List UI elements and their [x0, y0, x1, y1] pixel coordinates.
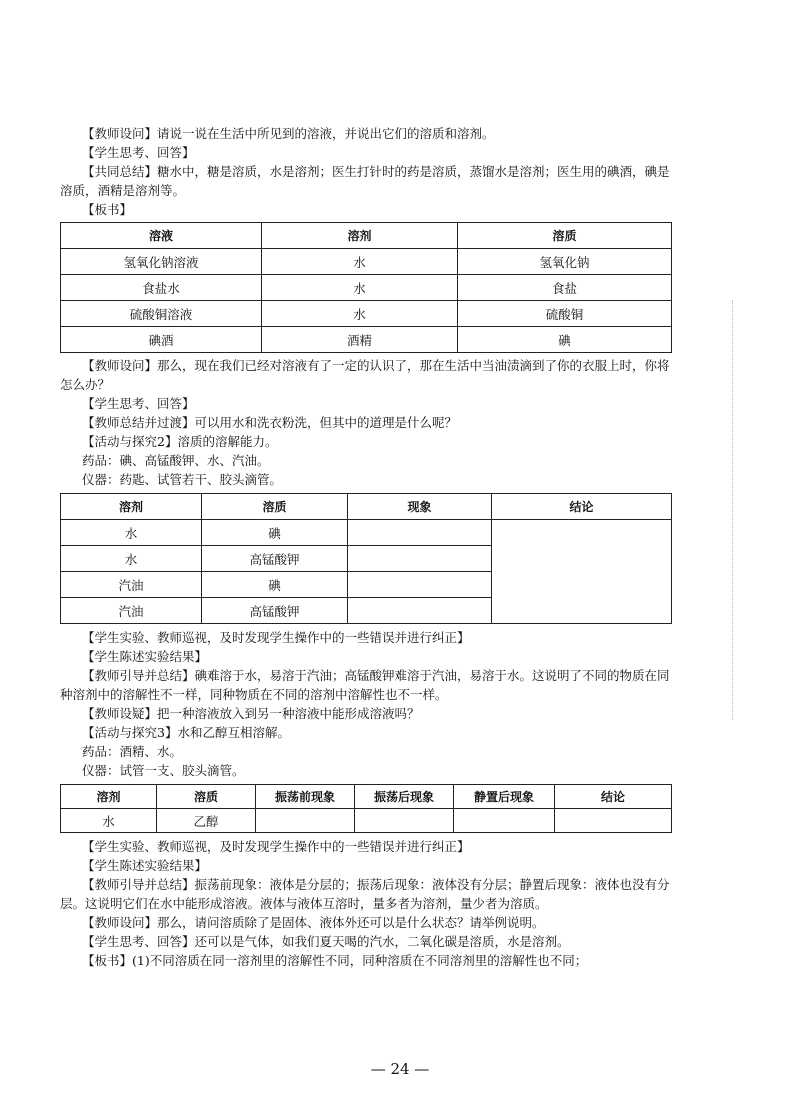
table-header: 溶剂 [262, 223, 458, 249]
table-cell [492, 520, 672, 624]
text-line: 【教师设问】那么，现在我们已经对溶液有了一定的认识了，那在生活中当油渍滴到了你的衣服上时，你将怎么办？ [60, 358, 670, 392]
table-header-row [61, 785, 672, 809]
table-cell: 硫酸铜溶液 [61, 301, 262, 327]
solubility-table [60, 493, 672, 624]
table-cell: 乙醇 [157, 809, 256, 833]
miscibility-table [60, 784, 672, 833]
table-cell: 水 [262, 301, 458, 327]
table-cell: 碘 [202, 572, 348, 598]
table-header: 溶剂 [61, 494, 202, 520]
table-header: 溶液 [61, 223, 262, 249]
table-row [61, 301, 672, 327]
table-cell: 酒精 [262, 327, 458, 353]
table-cell: 硫酸铜 [458, 301, 672, 327]
table-header-row [61, 223, 672, 249]
text-line: 【学生陈述实验结果】 [82, 858, 208, 873]
table-cell: 汽油 [61, 598, 202, 624]
page-number: — 24 — [370, 1060, 430, 1078]
table-header: 振荡后现象 [355, 785, 454, 809]
table-cell: 碘 [458, 327, 672, 353]
table-cell: 汽油 [61, 572, 202, 598]
solution-table [60, 222, 672, 353]
text-line: 【共同总结】糖水中，糖是溶质，水是溶剂；医生打针时的药是溶质，蒸馏水是溶剂；医生用的碘酒，碘是溶质，酒精是溶剂等。 [60, 164, 670, 198]
table-header: 结论 [492, 494, 672, 520]
table-cell [348, 572, 492, 598]
table-header: 溶质 [157, 785, 256, 809]
table-cell: 氢氧化钠溶液 [61, 249, 262, 275]
table-header: 溶剂 [61, 785, 157, 809]
text-line: 【学生思考、回答】还可以是气体，如我们夏天喝的汽水，二氧化碳是溶质，水是溶剂。 [82, 934, 570, 949]
text-line: 【教师设问】那么，请问溶质除了是固体、液体外还可以是什么状态？请举例说明。 [82, 915, 545, 930]
table-cell [256, 809, 355, 833]
text-line: 仪器：试管一支、胶头滴管。 [82, 763, 245, 778]
text-line: 【教师设疑】把一种溶液放入到另一种溶液中能形成溶液吗？ [82, 706, 420, 721]
table-cell: 食盐 [458, 275, 672, 301]
table-header: 溶质 [202, 494, 348, 520]
table-row [61, 249, 672, 275]
text-line: 【学生实验、教师巡视，及时发现学生操作中的一些错误并进行纠正】 [82, 839, 470, 854]
table-header: 现象 [348, 494, 492, 520]
table-header: 静置后现象 [454, 785, 555, 809]
text-line: 【活动与探究2】溶质的溶解能力。 [82, 434, 278, 449]
text-line: 药品：碘、高锰酸钾、水、汽油。 [82, 453, 270, 468]
table-cell: 水 [61, 809, 157, 833]
table-cell [355, 809, 454, 833]
text-line: 【学生实验、教师巡视，及时发现学生操作中的一些错误并进行纠正】 [82, 630, 470, 645]
text-line: 【教师设问】请说一说在生活中所见到的溶液，并说出它们的溶质和溶剂。 [82, 126, 495, 141]
table-cell [348, 598, 492, 624]
table-row [61, 809, 672, 833]
text-line: 仪器：药匙、试管若干、胶头滴管。 [82, 472, 283, 487]
table-cell: 水 [262, 249, 458, 275]
table-cell: 高锰酸钾 [202, 598, 348, 624]
text-line: 【学生陈述实验结果】 [82, 649, 208, 664]
text-line: 【学生思考、回答】 [82, 145, 195, 160]
text-line: 【学生思考、回答】 [82, 396, 195, 411]
text-line: 【教师总结并过渡】可以用水和洗衣粉洗，但其中的道理是什么呢？ [82, 415, 458, 430]
table-cell: 食盐水 [61, 275, 262, 301]
text-line: 【板书】(1)不同溶质在同一溶剂里的溶解性不同，同种溶质在不同溶剂里的溶解性也不同； [82, 953, 588, 968]
table-cell: 水 [61, 546, 202, 572]
table-cell: 氢氧化钠 [458, 249, 672, 275]
table-cell [348, 520, 492, 546]
text-line: 【活动与探究3】水和乙醇互相溶解。 [82, 725, 290, 740]
table-row [61, 275, 672, 301]
table-row [61, 520, 672, 546]
table-cell [555, 809, 672, 833]
text-line: 【教师引导并总结】碘难溶于水，易溶于汽油；高锰酸钾难溶于汽油，易溶于水。这说明了不同的物质在同种溶剂中的溶解性不一样，同种物质在不同的溶剂中溶解性也不一样。 [60, 668, 670, 702]
table-header-row [61, 494, 672, 520]
table-cell [454, 809, 555, 833]
table-header: 溶质 [458, 223, 672, 249]
table-cell [348, 546, 492, 572]
table-row [61, 327, 672, 353]
table-cell: 水 [262, 275, 458, 301]
table-cell: 水 [61, 520, 202, 546]
table-header: 结论 [555, 785, 672, 809]
margin-dotted-line [732, 300, 734, 720]
table-cell: 碘酒 [61, 327, 262, 353]
page-body [60, 124, 672, 970]
text-line: 药品：酒精、水。 [82, 744, 183, 759]
text-line: 【板书】 [82, 202, 133, 217]
table-header: 振荡前现象 [256, 785, 355, 809]
text-line: 【教师引导并总结】振荡前现象：液体是分层的；振荡后现象：液体没有分层；静置后现象：液体也没有分层。这说明它们在水中能形成溶液。液体与液体互溶时，量多者为溶剂，量少者为溶质。 [60, 877, 670, 911]
table-cell: 碘 [202, 520, 348, 546]
table-cell: 高锰酸钾 [202, 546, 348, 572]
